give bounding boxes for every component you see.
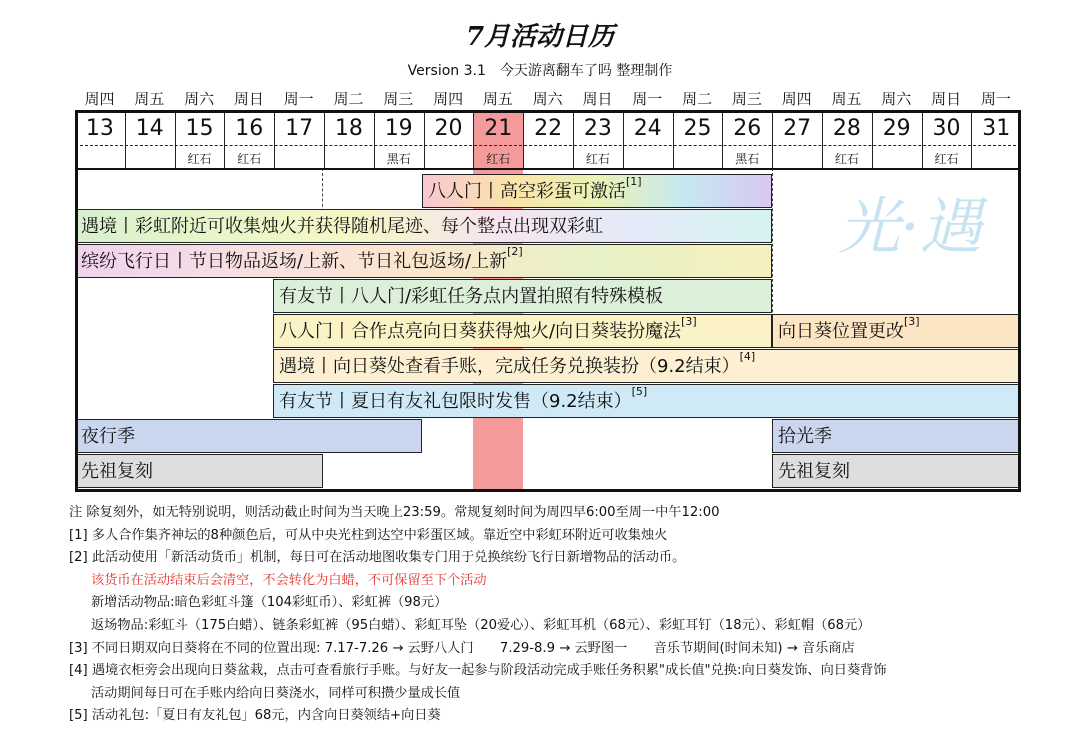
event-bar: 有友节丨八人门/彩虹任务点内置拍照有特殊模板: [273, 279, 772, 313]
day-number: 14: [135, 116, 164, 141]
day-separator: [872, 110, 873, 168]
note-line: 注 除复刻外，如无特别说明，则活动截止时间为当天晚上23:59。常规复刻时间为周四早6:00至周一中午12:00: [69, 505, 720, 520]
shard-tag: [274, 149, 324, 169]
weekday-label: 周四: [781, 90, 812, 108]
note-line: [4] 遇境衣柜旁会出现向日葵盆栽，点击可查看旅行手账。与好友一起参与阶段活动完成手账任务积累"成长值"兑换:向日葵发饰、向日葵背饰: [69, 663, 887, 679]
event-bar: 先祖复刻: [75, 454, 323, 488]
day-separator: [573, 110, 574, 168]
notes-section: [69, 502, 1069, 728]
day-number: 23: [583, 116, 612, 141]
shard-tag: [424, 149, 474, 169]
weekday-label: 周一: [283, 90, 314, 108]
day-separator: [722, 110, 723, 168]
day-number: 21: [484, 116, 513, 141]
day-separator: [125, 110, 126, 168]
note-line: [1] 多人合作集齐神坛的8种颜色后，可从中央光柱到达空中彩蛋区域。靠近空中彩虹环附近可收集烛火: [69, 527, 668, 543]
day-separator: [772, 110, 773, 168]
day-number: 30: [932, 116, 961, 141]
day-separator: [175, 110, 176, 168]
shard-tag: [872, 149, 922, 169]
event-bar: 有友节丨夏日有友礼包限时发售（9.2结束）[5]: [273, 384, 1021, 418]
shard-tag: 红石: [585, 152, 610, 166]
event-bar: 遇境丨彩虹附近可收集烛火并获得随机尾迹、每个整点出现双彩虹: [75, 209, 772, 243]
shard-tag: [971, 149, 1021, 169]
shard-tag: 红石: [486, 152, 511, 166]
day-number: 19: [384, 116, 413, 141]
weekday-label: 周五: [482, 90, 513, 108]
event-bar: 缤纷飞行日丨节日物品返场/上新、节日礼包返场/上新[2]: [75, 244, 772, 278]
weekday-label: 周一: [980, 90, 1011, 108]
day-separator: [274, 110, 275, 168]
event-bar: 先祖复刻: [772, 454, 1021, 488]
page-title: 7月活动日历: [465, 22, 615, 52]
date-divider: [75, 145, 1021, 146]
sky-logo: 光·遇: [838, 190, 982, 263]
day-separator: [224, 110, 225, 168]
shard-tag: [673, 149, 723, 169]
weekday-label: 周六: [184, 90, 215, 108]
shard-tag: 黑石: [735, 152, 760, 166]
event-bar: 遇境丨向日葵处查看手账，完成任务兑换装扮（9.2结束）[4]: [273, 349, 1021, 383]
shard-tag: [623, 149, 673, 169]
weekday-label: 周六: [532, 90, 563, 108]
shard-tag: 红石: [934, 152, 959, 166]
weekday-label: 周二: [333, 90, 364, 108]
day-number: 25: [683, 116, 712, 141]
note-line: [3] 不同日期双向日葵将在不同的位置出现: 7.17-7.26 → 云野八人门 7.29-8.9 → 云野图一 音乐节期间(时间未知) → 音乐商店: [69, 640, 855, 656]
day-number: 15: [185, 116, 214, 141]
weekday-label: 周六: [881, 90, 912, 108]
day-separator: [473, 110, 474, 168]
note-line: 新增活动物品:暗色彩虹斗篷（104彩虹币）、彩虹裤（98元）: [91, 595, 448, 611]
calendar-grid: [75, 110, 1021, 492]
weekday-label: 周日: [233, 90, 264, 108]
day-number: 22: [534, 116, 563, 141]
weekday-label: 周四: [433, 90, 464, 108]
day-number: 16: [235, 116, 264, 141]
page-subtitle: Version 3.1 今天游离翻车了吗 整理制作: [407, 63, 673, 79]
day-separator: [673, 110, 674, 168]
weekday-label: 周五: [831, 90, 862, 108]
event-bar: 八人门丨合作点亮向日葵获得烛火/向日葵装扮魔法[3]: [273, 314, 772, 348]
weekday-label: 周五: [134, 90, 165, 108]
day-separator: [623, 110, 624, 168]
day-number: 28: [832, 116, 861, 141]
day-separator: [324, 110, 325, 168]
day-number: 17: [285, 116, 314, 141]
shard-tag: [772, 149, 822, 169]
day-separator: [922, 110, 923, 168]
note-line-warning: 该货币在活动结束后会清空，不会转化为白蜡，不可保留至下个活动: [91, 572, 487, 588]
day-number: 29: [882, 116, 911, 141]
day-separator: [523, 110, 524, 168]
day-number: 26: [733, 116, 762, 141]
note-line: 返场物品:彩虹斗（175白蜡）、链条彩虹裤（95白蜡）、彩虹耳坠（20爱心）、彩虹耳机（68元）、彩虹耳钉（18元）、彩虹帽（68元）: [91, 617, 871, 633]
day-number: 24: [633, 116, 662, 141]
shard-tag: [125, 149, 175, 169]
shard-tag: 红石: [187, 152, 212, 166]
shard-tag: 红石: [237, 152, 262, 166]
day-separator: [424, 110, 425, 168]
weekday-label: 周一: [632, 90, 663, 108]
note-line: [5] 活动礼包:「夏日有友礼包」68元，内含向日葵领结+向日葵: [69, 708, 441, 724]
day-number: 31: [982, 116, 1011, 141]
note-line: 活动期间每日可在手账内给向日葵浇水，同样可积攒少量成长值: [91, 685, 461, 701]
weekday-label: 周日: [931, 90, 962, 108]
day-number: 13: [85, 116, 114, 141]
day-number: 27: [783, 116, 812, 141]
shard-tag: 红石: [834, 152, 859, 166]
shard-tag: [523, 149, 573, 169]
header-divider: [75, 168, 1021, 170]
day-separator: [971, 110, 972, 168]
day-number: 18: [334, 116, 363, 141]
event-bar: 八人门丨高空彩蛋可激活[1]: [422, 174, 772, 208]
event-bar: 拾光季: [772, 419, 1021, 453]
weekday-label: 周三: [383, 90, 414, 108]
note-line: [2] 此活动使用「新活动货币」机制，每日可在活动地图收集专门用于兑换缤纷飞行日新增物品的活动币。: [69, 550, 686, 566]
day-separator: [374, 110, 375, 168]
shard-tag: [324, 149, 374, 169]
day-number: 20: [434, 116, 463, 141]
event-bar: 夜行季: [75, 419, 422, 453]
weekday-label: 周四: [84, 90, 115, 108]
event-bar: 向日葵位置更改[3]: [772, 314, 1021, 348]
weekday-label: 周三: [731, 90, 762, 108]
day-separator: [822, 110, 823, 168]
weekday-label: 周日: [582, 90, 613, 108]
weekday-label: 周二: [682, 90, 713, 108]
shard-tag: 黑石: [386, 152, 411, 166]
shard-tag: [75, 149, 125, 169]
